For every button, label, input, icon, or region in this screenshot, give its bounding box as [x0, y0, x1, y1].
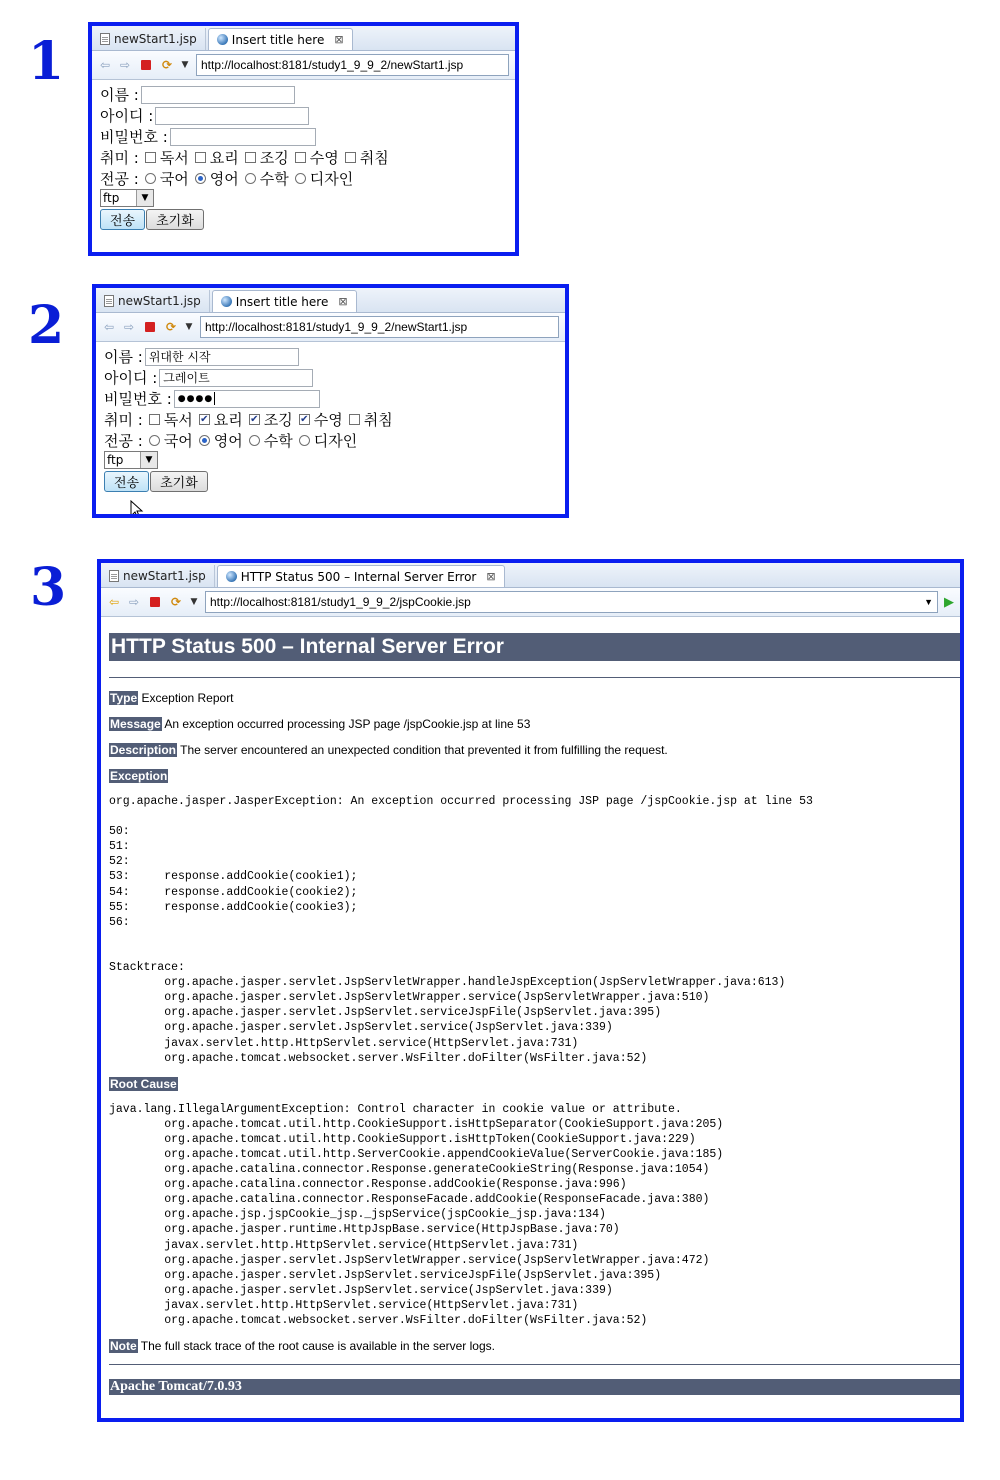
stop-icon[interactable]: [150, 597, 160, 607]
name-input[interactable]: [145, 348, 299, 366]
tab-newstart[interactable]: [101, 565, 215, 587]
tab-label: HTTP Status 500 – Internal Server Error: [240, 569, 477, 584]
major-radio-selected[interactable]: [195, 173, 206, 184]
refresh-icon[interactable]: ⟳: [170, 595, 182, 609]
hobby-checkbox[interactable]: [245, 152, 256, 163]
major-option: 디자인: [309, 170, 354, 188]
chevron-down-icon: ▼: [140, 452, 157, 468]
tab-label: newStart1.jsp: [118, 294, 201, 308]
tab-bar: [96, 288, 565, 313]
reset-button[interactable]: 초기화: [146, 209, 204, 230]
major-option: 수학: [259, 170, 289, 188]
hobby-checkbox-checked[interactable]: ✔: [300, 413, 309, 425]
root-cause-line: [109, 1076, 960, 1092]
description-line: [109, 742, 960, 758]
type-line: [109, 690, 960, 706]
url-field[interactable]: [196, 54, 509, 76]
browser-toolbar: [101, 588, 960, 617]
name-value: 위대한 시작: [148, 350, 211, 364]
reset-button[interactable]: 초기화: [150, 471, 208, 492]
tab-insert-title[interactable]: [208, 28, 353, 50]
major-radio[interactable]: [145, 173, 156, 184]
server-version-footer: Apache Tomcat/7.0.93: [109, 1379, 960, 1395]
hobby-checkbox[interactable]: [149, 414, 160, 425]
forward-arrow-icon[interactable]: ⇨: [123, 320, 135, 334]
id-label: 아이디 :: [100, 107, 154, 125]
stop-icon[interactable]: [145, 322, 155, 332]
url-field[interactable]: [205, 591, 938, 613]
major-radio[interactable]: [149, 435, 160, 446]
browser-toolbar: [96, 313, 565, 342]
jsp-file-icon: [109, 570, 119, 582]
jsp-file-icon: [104, 295, 114, 307]
hobby-option: 취침: [359, 149, 389, 167]
message-line: [109, 716, 960, 732]
hobby-option: 요리: [209, 149, 239, 167]
hobby-checkbox[interactable]: [345, 152, 356, 163]
mouse-cursor-icon: [130, 500, 144, 518]
url-history-chevron-icon[interactable]: ▼: [924, 597, 933, 607]
major-radio[interactable]: [299, 435, 310, 446]
hobby-checkbox[interactable]: [195, 152, 206, 163]
id-label: 아이디 :: [104, 369, 158, 387]
browser-window-2: [92, 284, 569, 518]
tab-newstart[interactable]: [92, 28, 206, 50]
close-icon[interactable]: ⊠: [334, 33, 344, 46]
major-radio-selected[interactable]: [199, 435, 210, 446]
url-text: http://localhost:8181/study1_9_9_2/newStart1.jsp: [201, 58, 464, 72]
exception-line: [109, 768, 960, 784]
id-input[interactable]: [155, 107, 309, 125]
major-option: 영어: [209, 170, 239, 188]
select-value: ftp: [103, 191, 120, 205]
submit-button[interactable]: 전송: [100, 209, 145, 230]
note-text: The full stack trace of the root cause is available in the server logs.: [140, 1339, 495, 1354]
chevron-down-icon[interactable]: ▼: [181, 60, 189, 70]
major-label: 전공 :: [104, 432, 143, 450]
note-line: [109, 1338, 960, 1354]
divider: [109, 1364, 960, 1365]
exception-trace: org.apache.jasper.JasperException: An exception occurred processing JSP page /jspCookie.jsp at line 53 50: 51: 52: 53: response.addCookie(cookie1); 54: response.addCookie(cookie2); 55: response.addCookie(cookie3); 56: Stacktrace: org.apache.jasper.servlet.JspServletWrapper.handleJspException(JspServletWrapper.java:613) org.apache.jasper.servlet.JspServletWrapper.service(JspServletWrapper.java:510) org.apache.jasper.servlet.JspServlet.serviceJspFile(JspServlet.java:395) org.apache.jasper.servlet.JspServlet.service(JspServlet.java:339) javax.servlet.http.HttpServlet.service(HttpServlet.java:731) org.apache.tomcat.websocket.server.WsFilter.doFilter(WsFilter.java:52): [109, 795, 813, 1065]
protocol-select[interactable]: [100, 189, 154, 207]
major-label: 전공 :: [100, 170, 139, 188]
root-cause-label: Root Cause: [110, 1076, 177, 1091]
major-radio[interactable]: [249, 435, 260, 446]
close-icon[interactable]: ⊠: [486, 570, 496, 583]
hobby-option: 조깅: [263, 411, 293, 429]
tab-insert-title[interactable]: [212, 290, 357, 312]
close-icon[interactable]: ⊠: [338, 295, 348, 308]
refresh-icon[interactable]: ⟳: [165, 320, 177, 334]
hobby-label: 취미 :: [100, 149, 139, 167]
select-value: ftp: [107, 453, 124, 467]
browser-window-1: [88, 22, 519, 256]
password-label: 비밀번호 :: [100, 128, 168, 146]
globe-icon: [217, 34, 228, 45]
step-number-2: 2: [28, 295, 65, 356]
type-label: Type: [110, 691, 138, 705]
hobby-checkbox[interactable]: [349, 414, 360, 425]
major-radio[interactable]: [245, 173, 256, 184]
stop-icon[interactable]: [141, 60, 151, 70]
submit-button[interactable]: 전송: [104, 471, 149, 492]
form-area: [96, 342, 565, 496]
major-radio[interactable]: [295, 173, 306, 184]
step-number-1: 1: [28, 31, 65, 92]
chevron-down-icon[interactable]: ▼: [190, 597, 198, 607]
globe-icon: [226, 571, 237, 582]
hobby-option: 요리: [213, 411, 243, 429]
hobby-checkbox-checked[interactable]: ✔: [250, 413, 259, 425]
tab-label: Insert title here: [231, 32, 325, 47]
tab-http-500[interactable]: [217, 565, 505, 587]
major-option: 국어: [159, 170, 189, 188]
hobby-option: 독서: [159, 149, 189, 167]
password-label: 비밀번호 :: [104, 390, 172, 408]
protocol-select[interactable]: [104, 451, 158, 469]
globe-icon: [221, 296, 232, 307]
hobby-checkbox-checked[interactable]: ✔: [200, 413, 209, 425]
forward-arrow-icon[interactable]: ⇨: [128, 595, 140, 609]
step-number-3: 3: [30, 557, 67, 618]
jsp-file-icon: [100, 33, 110, 45]
hobby-checkbox[interactable]: [295, 152, 306, 163]
hobby-label: 취미 :: [104, 411, 143, 429]
password-input[interactable]: [174, 390, 320, 408]
exception-label: Exception: [110, 769, 168, 783]
go-arrow-icon[interactable]: ▶: [944, 594, 954, 610]
password-value: ●●●●: [177, 393, 214, 404]
page-title: HTTP Status 500 – Internal Server Error: [109, 633, 960, 661]
hobby-option: 독서: [163, 411, 193, 429]
tab-label: newStart1.jsp: [123, 569, 206, 583]
chevron-down-icon[interactable]: ▼: [185, 322, 193, 332]
id-input[interactable]: [159, 369, 313, 387]
url-text: http://localhost:8181/study1_9_9_2/newStart1.jsp: [205, 320, 468, 334]
url-text: http://localhost:8181/study1_9_9_2/jspCookie.jsp: [210, 595, 471, 609]
browser-toolbar: [92, 51, 515, 80]
major-option: 영어: [213, 432, 243, 450]
divider: [109, 677, 960, 678]
tab-newstart[interactable]: [96, 290, 210, 312]
hobby-option: 취침: [363, 411, 393, 429]
password-input[interactable]: [170, 128, 316, 146]
id-value: 그레이트: [163, 371, 210, 385]
name-label: 이름 :: [100, 86, 139, 104]
back-arrow-icon[interactable]: ⇦: [108, 595, 120, 609]
tab-label: newStart1.jsp: [114, 32, 197, 46]
back-arrow-icon[interactable]: ⇦: [103, 320, 115, 334]
major-option: 수학: [263, 432, 293, 450]
forward-arrow-icon[interactable]: ⇨: [119, 58, 131, 72]
name-input[interactable]: [141, 86, 295, 104]
major-option: 디자인: [313, 432, 358, 450]
form-area: [92, 80, 515, 234]
back-arrow-icon[interactable]: ⇦: [99, 58, 111, 72]
error-page: [101, 617, 960, 1395]
hobby-option: 조깅: [259, 149, 289, 167]
refresh-icon[interactable]: ⟳: [161, 58, 173, 72]
chevron-down-icon: ▼: [136, 190, 153, 206]
hobby-option: 수영: [309, 149, 339, 167]
message-text: An exception occurred processing JSP page /jspCookie.jsp at line 53: [164, 717, 531, 731]
description-label: Description: [110, 743, 177, 757]
type-text: Exception Report: [141, 691, 234, 705]
url-field[interactable]: [200, 316, 559, 338]
root-cause-trace: java.lang.IllegalArgumentException: Control character in cookie value or attribute. org.apache.tomcat.util.http.CookieSupport.isHttpSeparator(CookieSupport.java:205) org.apache.tomcat.util.http.CookieSupport.isHttpToken(CookieSupport.java:229) org.apache.tomcat.util.http.ServerCookie.appendCookieValue(ServerCookie.java:185) org.apache.catalina.connector.Response.generateCookieString(Response.java:1054) org.apache.catalina.connector.Response.addCookie(Response.java:996) org.apache.catalina.connector.ResponseFacade.addCookie(ResponseFacade.java:380) org.apache.jsp.jspCookie_jsp._jspService(jspCookie_jsp.java:134) org.apache.jasper.runtime.HttpJspBase.service(HttpJspBase.java:70) javax.servlet.http.HttpServlet.service(HttpServlet.java:731) org.apache.jasper.servlet.JspServletWrapper.service(JspServletWrapper.java:472) org.apache.jasper.servlet.JspServlet.serviceJspFile(JspServlet.java:395) org.apache.jasper.servlet.JspServlet.service(JspServlet.java:339) javax.servlet.http.HttpServlet.service(HttpServlet.java:731) org.apache.tomcat.websocket.server.WsFilter.doFilter(WsFilter.java:52): [109, 1102, 724, 1327]
tab-bar: [101, 563, 960, 588]
note-label: Note: [110, 1339, 137, 1354]
hobby-checkbox[interactable]: [145, 152, 156, 163]
name-label: 이름 :: [104, 348, 143, 366]
hobby-option: 수영: [313, 411, 343, 429]
description-text: The server encountered an unexpected condition that prevented it from fulfilling the request.: [180, 743, 668, 757]
major-option: 국어: [163, 432, 193, 450]
message-label: Message: [110, 717, 161, 731]
tab-bar: [92, 26, 515, 51]
browser-window-3: [97, 559, 964, 1422]
tab-label: Insert title here: [235, 294, 329, 309]
